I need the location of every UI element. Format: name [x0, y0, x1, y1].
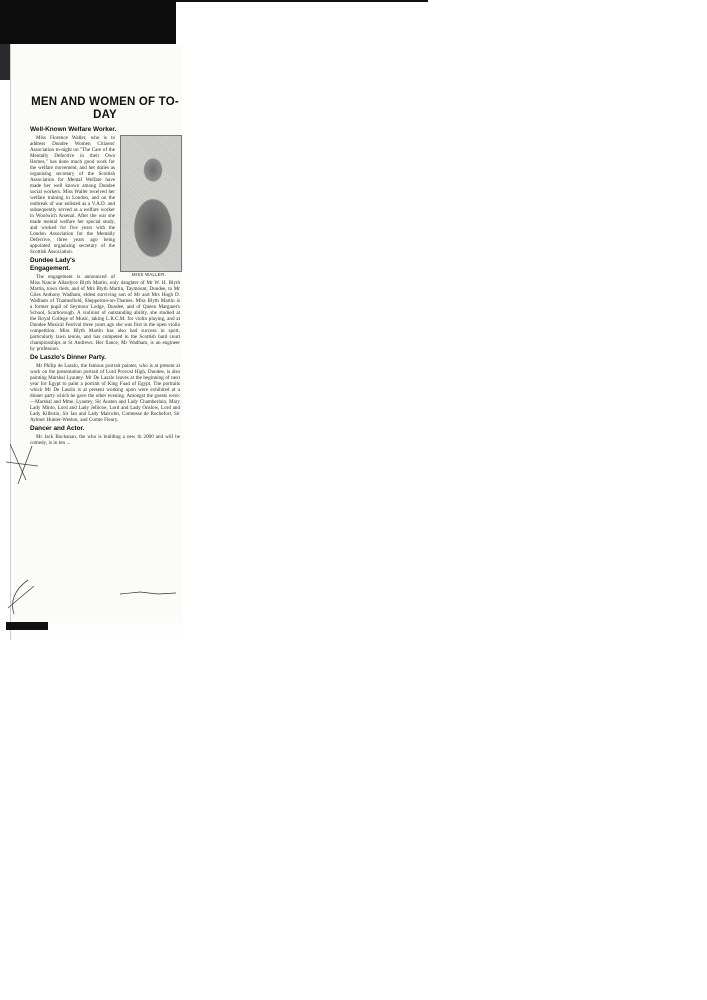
- article-paragraph: Mr Philip de Laszlo, the famous portrait painter, who is at present at work on the presentation portrait of Lord Provost High, Dundee, is also painting Marshal Lyautey. Mr De Laszlo leaves at the beginning of next year for Egypt to paint a portrait of King Fuad of Egypt. The portraits which Mr De Laszlo is at present working upon were exhibited at a dinner party which he gave the other evening. Amongst the guests were:—Marshal and Mme. Lyautey, Sir Austen and Lady Chamberlain, Mary Lady Minto, Lord and Lady Jellicoe, Lord and Lady Onslow, Lord and Lady Kilbrain, Sir Ian and Lady Malcolm, Comtesse de Rochefort, Sir Aylmer Hunter-Weston, and Comte Fleury.: [30, 363, 180, 423]
- scan-dark-corner: [6, 622, 48, 630]
- pencil-mark-icon: [4, 578, 38, 618]
- pencil-mark-icon: [4, 440, 44, 488]
- scanner-shadow: [0, 0, 176, 44]
- ink-smudge-icon: [118, 588, 178, 598]
- article-paragraph: Miss Florence Waller, who is to address Dundee Women Citizens' Association to-night on "The Care of the Mentally Defective in their Own Homes," has done much good work for the welfare movement, and her duties as organising secretary of the Scottish Association for Mental Welfare have made her well known among Dundee social workers. Miss Waller received her welfare training in London, and on the outbreak of war enlisted as a V.A.D. and subsequently served as a welfare worker in Woolwich Arsenal. After the war she made mental welfare her special study, and worked for five years with the London Association for the Mentally Defective, three years ago being appointed organising secretary of the Scottish Association.: [30, 135, 115, 255]
- portrait-photo: [120, 135, 182, 272]
- photo-caption: MISS WALLER.: [131, 272, 166, 277]
- section-heading-welfare: Well-Known Welfare Worker.: [30, 126, 117, 133]
- section-heading-dancer: Dancer and Actor.: [30, 425, 85, 432]
- headline: MEN AND WOMEN OF TO-DAY: [31, 96, 179, 121]
- article-column: [30, 96, 180, 446]
- section-heading-engagement: Dundee Lady's Engagement.: [30, 257, 76, 272]
- article-paragraph: Mr Jack Buchanan, the who is building a new th 2000 and will be comedy, is in ten ...: [30, 434, 180, 446]
- article-paragraph: The engagement is announced of Miss Nancie Allardyce Blyth Martin, only daughter of Mr W. H. Blyth Martin, town clerk, and of Mrs Blyth Martin, Taymount, Dundee, to Mr Giles Anthony Wadham, eldest surviving son of Mr and Mrs Hugh D. Wadham of Thamesfield, Shepperton-on-Thames. Miss Blyth Martin is a former pupil of Seymour Lodge, Dundee, and of Queen Margaret's School, Scarborough. A violinist of outstanding ability, she studied at the Royal College of Music, taking L.R.C.M. for violin playing, and at Dundee Musical Festival three years ago she was first in the open violin competition. Miss Blyth Martin has also had success in sport, particularly lawn tennis, and has competed in the Scottish hard court championships at St Andrews. Her fiance, Mr Wadham, is an engineer by profession.: [30, 274, 180, 352]
- section-heading-dinner: De Laszlo's Dinner Party.: [30, 354, 106, 361]
- portrait-figure: [118, 135, 180, 278]
